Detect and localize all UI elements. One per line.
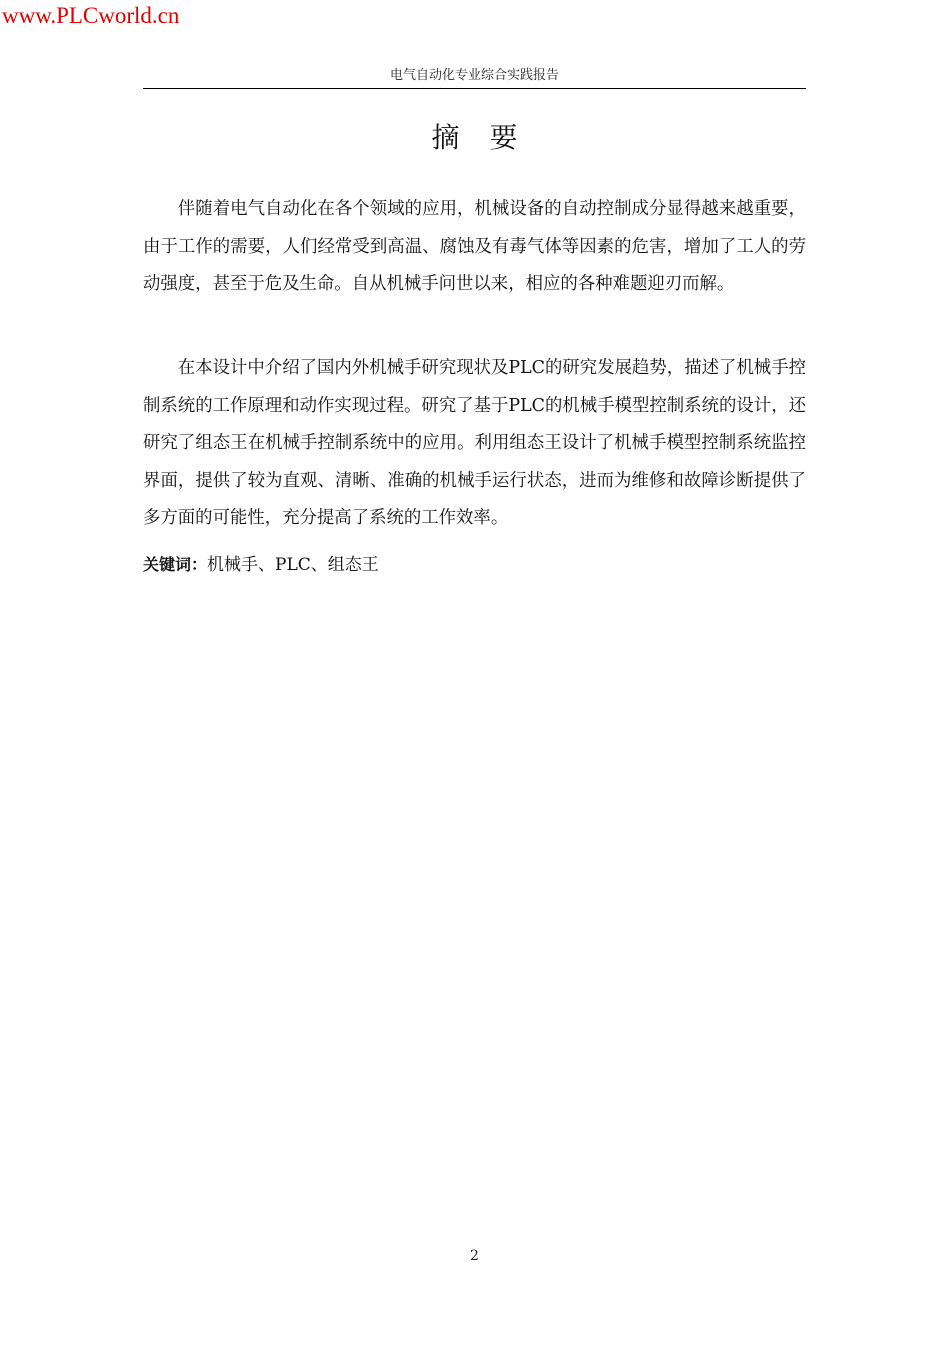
keywords-label: 关键词： bbox=[143, 555, 208, 574]
running-header: 电气自动化专业综合实践报告 bbox=[389, 68, 559, 83]
header-divider bbox=[143, 88, 806, 89]
abstract-paragraph: 在本设计中介绍了国内外机械手研究现状及PLC的研究发展趋势，描述了机械手控制系统的工作原理和动作实现过程。研究了基于PLC的机械手模型控制系统的设计，还研究了组态王在机械手控制系统中的应用。利用组态王设计了机械手模型控制系统监控界面，提供了较为直观、清晰、准确的机械手运行状态，进而为维修和故障诊断提供了多方面的可能性，充分提高了系统的工作效率。 bbox=[143, 358, 806, 528]
abstract-paragraph: 伴随着电气自动化在各个领域的应用，机械设备的自动控制成分显得越来越重要，由于工作的需要，人们经常受到高温、腐蚀及有毒气体等因素的危害，增加了工人的劳动强度，甚至于危及生命。自从机械手问世以来，相应的各种难题迎刃而解。 bbox=[143, 199, 806, 294]
page-title: 摘要 bbox=[431, 121, 548, 154]
page-number: 2 bbox=[470, 1248, 479, 1264]
keywords-value: 机械手、PLC、组态王 bbox=[207, 555, 379, 575]
keywords-line bbox=[143, 551, 806, 579]
watermark-link[interactable]: www.PLCworld.cn bbox=[2, 3, 180, 28]
